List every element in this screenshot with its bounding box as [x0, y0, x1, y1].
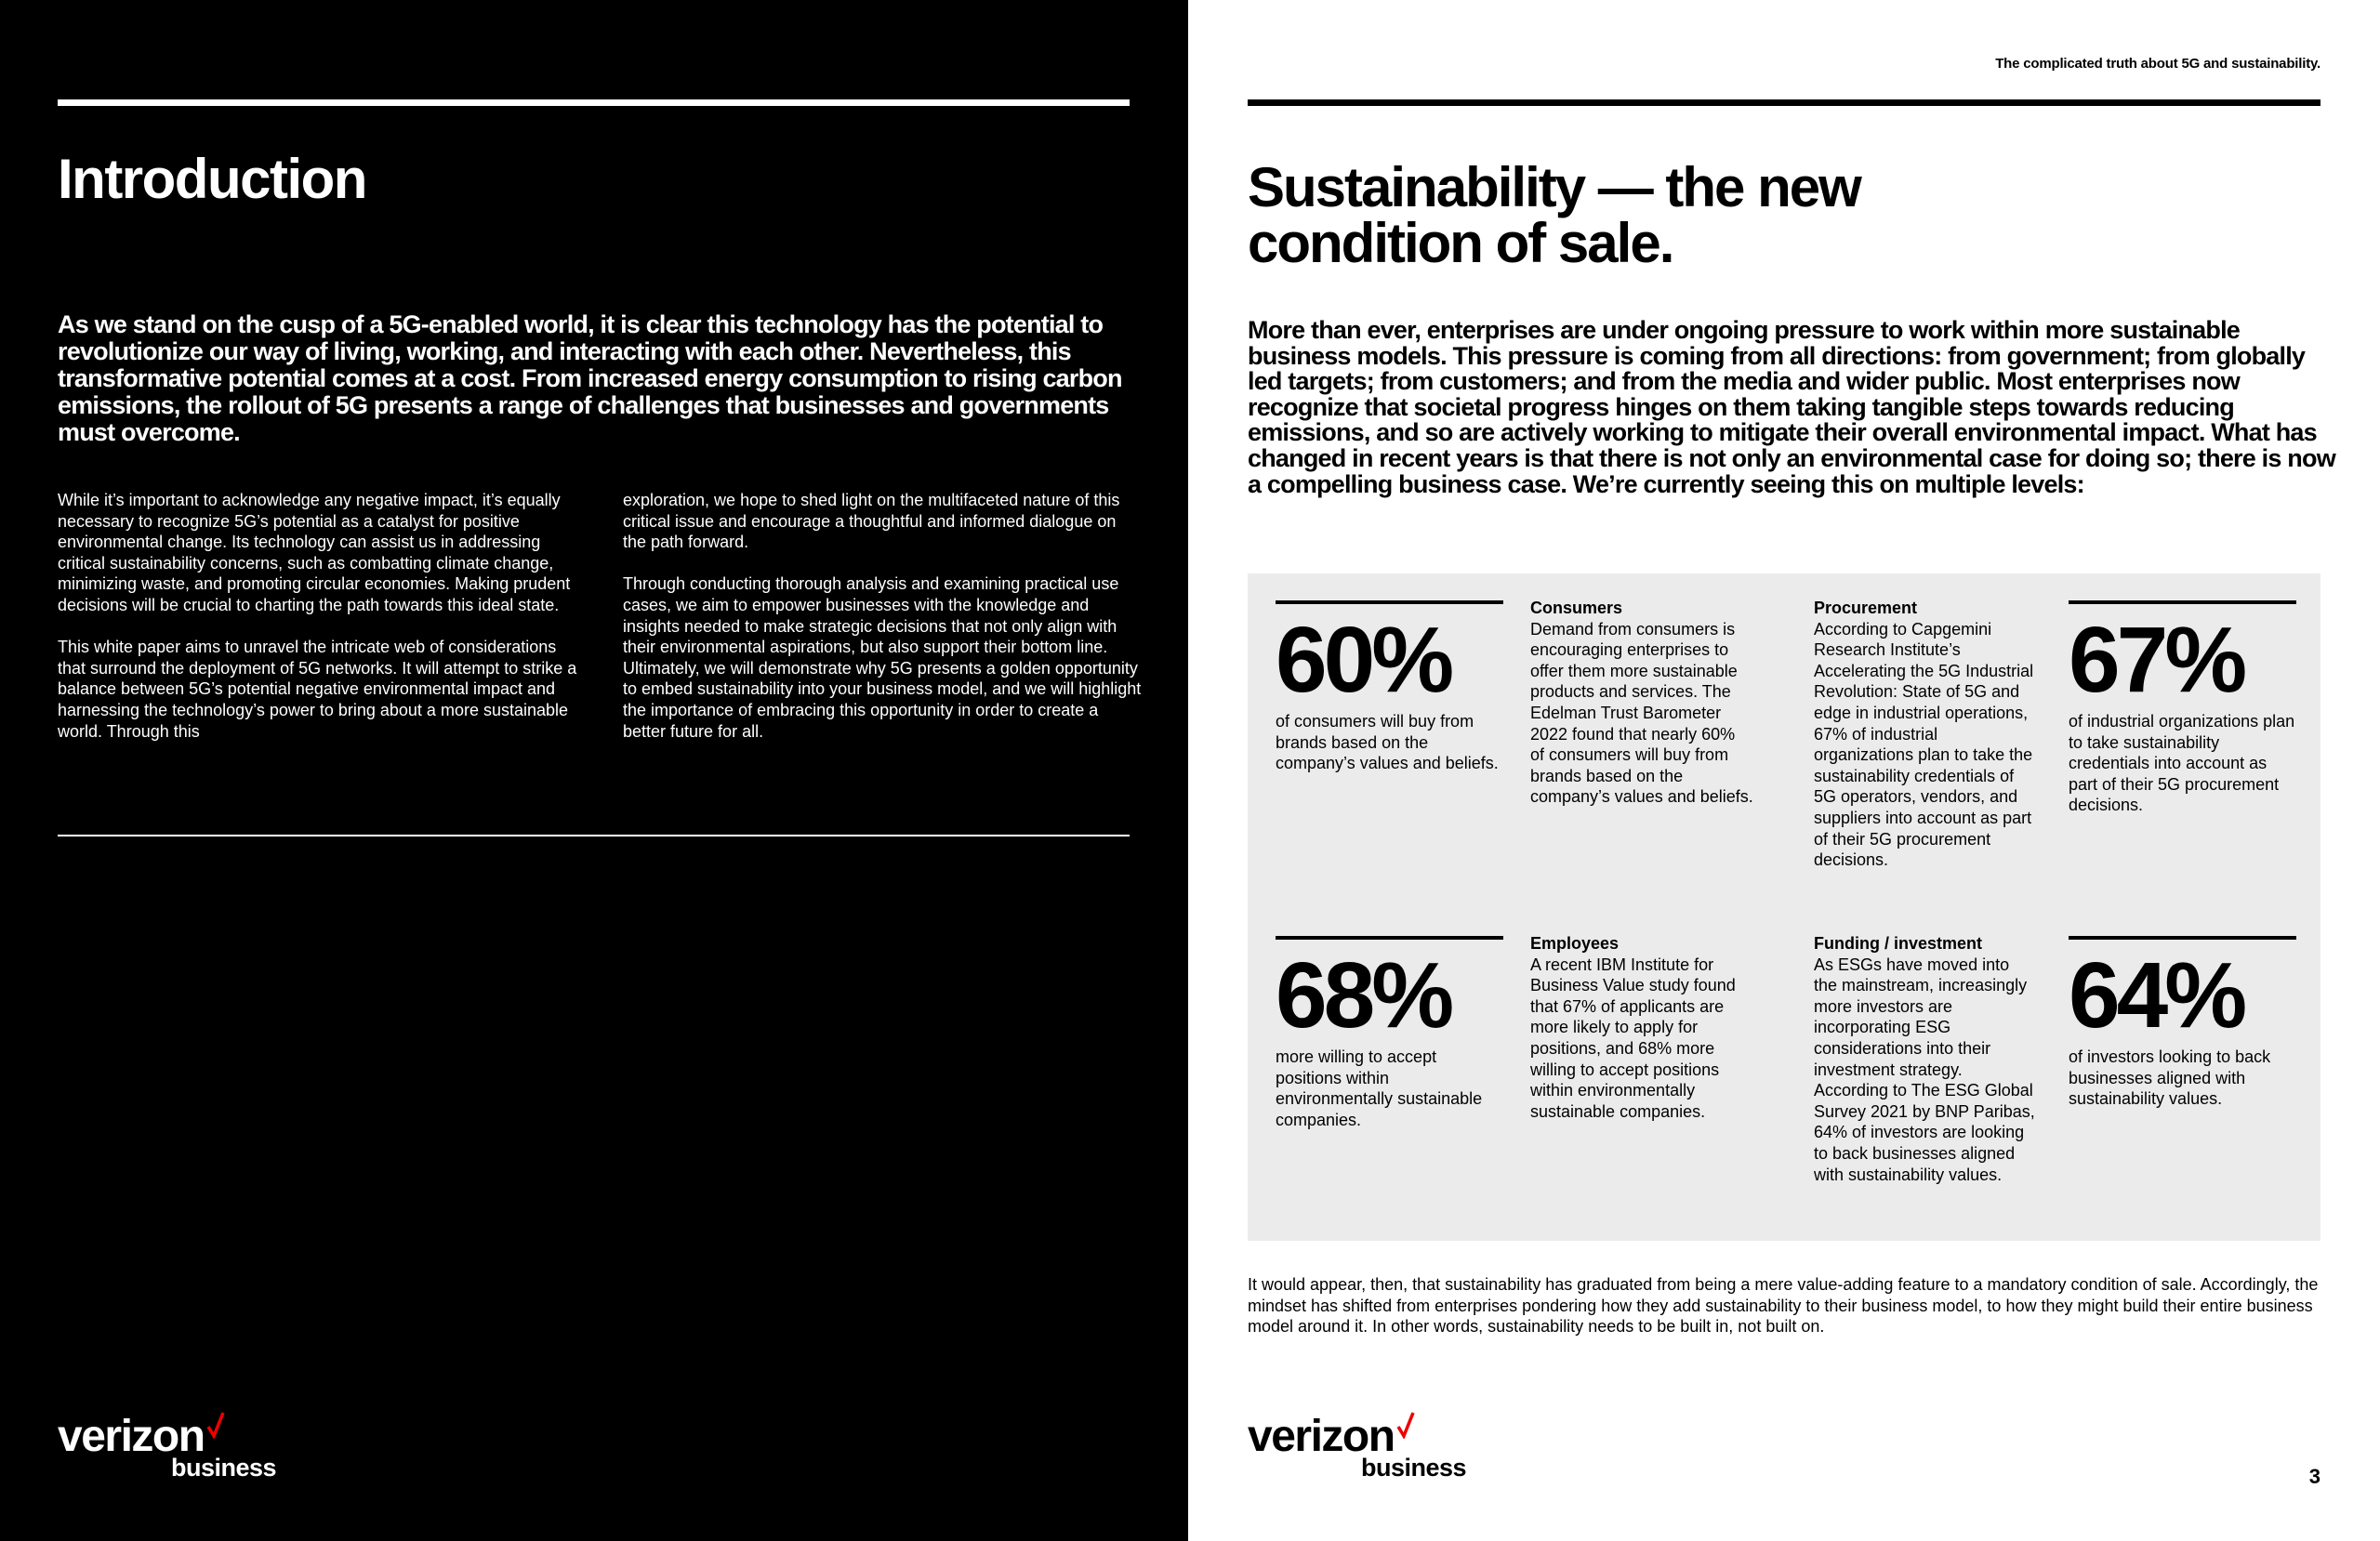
category-title: Funding / investment — [1814, 934, 1983, 953]
stat-value: 60% — [1276, 608, 1451, 712]
body-column-1 — [58, 490, 578, 763]
category-funding — [1814, 933, 2037, 1185]
logo-wordmark: verizon — [58, 1412, 205, 1461]
page-number: 3 — [2308, 1465, 2320, 1488]
paragraph: Through conducting thorough analysis and examining practical use cases, we aim to empower businesses with the knowledge and insights needed to make strategic decisions that not only align with their environmental aspirations, but also support their bottom line. Ultimately, we will demonstrate why 5G presents a golden opportunity to embed sustainability into your business model, and we will highlight the importance of embracing this opportunity in order to create a better future for all. — [623, 574, 1142, 741]
intro-lede: As we stand on the cusp of a 5G-enabled world, it is clear this technology has the potential to revolutionize our way of living, working, and interacting with each other. Nevertheless, this transformative potential comes at a cost. From increased energy consumption to rising carbon emissions, the rollout of 5G presents a range of challenges that businesses and governments must overcome. — [58, 310, 1122, 446]
verizon-business-logo — [58, 1412, 277, 1482]
checkmark-icon — [1396, 1411, 1415, 1439]
stat-rule — [1276, 600, 1503, 604]
running-header: The complicated truth about 5G and sustainability. — [1995, 56, 2320, 72]
stat-description: of investors looking to back businesses aligned with sustainability values. — [2069, 1047, 2271, 1109]
section-lede: More than ever, enterprises are under ongoing pressure to work within more sustainable business models. This pressure is coming from all directions: from government; from globally led targets; from customers; and from the media and wider public. Most enterprises now recognize that societal progress hinges on them taking tangible steps towards reducing emissions, and so are actively working to mitigate their overall environmental impact. What has changed in recent years is that there is not only an environmental case for doing so; there is now a compelling business case. We’re currently seeing this on multiple levels: — [1248, 316, 2335, 498]
category-body: According to Capgemini Research Institute’s Accelerating the 5G Industrial Revolution: State of 5G and edge in industrial operations, 67% of industrial organizations plan to take the sustainability credentials of 5G operators, vendors, and suppliers into account as part of their 5G procurement decisions. — [1814, 619, 2034, 870]
stat-description: of industrial organizations plan to take sustainability credentials into account as part of their 5G procurement decisions. — [2069, 712, 2295, 815]
right-page — [1188, 0, 2380, 1541]
stat-description: more willing to accept positions within environmentally sustainable companies. — [1276, 1047, 1483, 1129]
stat-value: 64% — [2069, 943, 2244, 1047]
category-title: Employees — [1530, 934, 1620, 953]
category-consumers — [1530, 598, 1753, 808]
left-page — [0, 0, 1188, 1541]
stat-consumers — [1276, 600, 1503, 774]
category-body: A recent IBM Institute for Business Value study found that 67% of applicants are more likely to apply for positions, and 68% more willing to accept positions within environmentally sustainable companies. — [1530, 955, 1736, 1121]
paragraph: This white paper aims to unravel the intricate web of considerations that surround the deployment of 5G networks. It will attempt to strike a balance between 5G’s potential negative environmental impact and harnessing the technology’s power to bring about a more sustainable world. Through this — [58, 638, 577, 741]
stat-rule — [2069, 600, 2296, 604]
stats-panel — [1248, 573, 2320, 1241]
stat-value: 68% — [1276, 943, 1451, 1047]
category-body: Demand from consumers is encouraging enterprises to offer them more sustainable products and services. The Edelman Trust Barometer 2022 found that nearly 60% of consumers will buy from brands based on the company’s values and beliefs. — [1530, 619, 1753, 807]
stat-investors — [2069, 936, 2296, 1110]
stat-value: 67% — [2069, 608, 2244, 712]
stat-description: of consumers will buy from brands based on the company’s values and beliefs. — [1276, 712, 1499, 773]
top-rule — [1248, 99, 2320, 106]
category-body: As ESGs have moved into the mainstream, increasingly more investors are incorporating ESG considerations into their investment strategy. According to The ESG Global Survey 2021 by BNP Paribas, 64% of investors are looking to back businesses aligned with sustainability values. — [1814, 955, 2035, 1184]
category-title: Consumers — [1530, 599, 1623, 617]
closing-paragraph: It would appear, then, that sustainability has graduated from being a mere value-adding feature to a mandatory condition of sale. Accordingly, the mindset has shifted from enterprises pondering how they add sustainability to their business model, to how they might build their entire business model around it. In other words, sustainability needs to be built in, not built on. — [1248, 1275, 2319, 1337]
stat-rule — [2069, 936, 2296, 940]
page-title: Sustainability — the new condition of sale. — [1248, 156, 1860, 274]
category-procurement — [1814, 598, 2037, 871]
paragraph: While it’s important to acknowledge any negative impact, it’s equally necessary to recognize 5G’s potential as a catalyst for positive environmental change. Its technology can assist us in addressing critical sustainability concerns, such as combatting climate change, minimizing waste, and promoting circular economies. Making prudent decisions will be crucial to charting the path towards this ideal state. — [58, 491, 571, 614]
checkmark-icon — [206, 1411, 225, 1439]
body-column-2 — [623, 490, 1144, 763]
logo-subtext: business — [171, 1454, 277, 1482]
page-title: Introduction — [58, 148, 366, 210]
paragraph: exploration, we hope to shed light on the multifaceted nature of this critical issue and encourage a thoughtful and informed dialogue on the path forward. — [623, 491, 1120, 552]
stat-employees — [1276, 936, 1503, 1130]
logo-wordmark: verizon — [1248, 1412, 1395, 1461]
stat-rule — [1276, 936, 1503, 940]
logo-subtext: business — [1361, 1454, 1467, 1482]
stat-procurement — [2069, 600, 2296, 816]
verizon-business-logo — [1248, 1412, 1467, 1482]
bottom-rule — [58, 835, 1130, 836]
top-rule — [58, 99, 1130, 106]
category-title: Procurement — [1814, 599, 1918, 617]
category-employees — [1530, 933, 1753, 1122]
